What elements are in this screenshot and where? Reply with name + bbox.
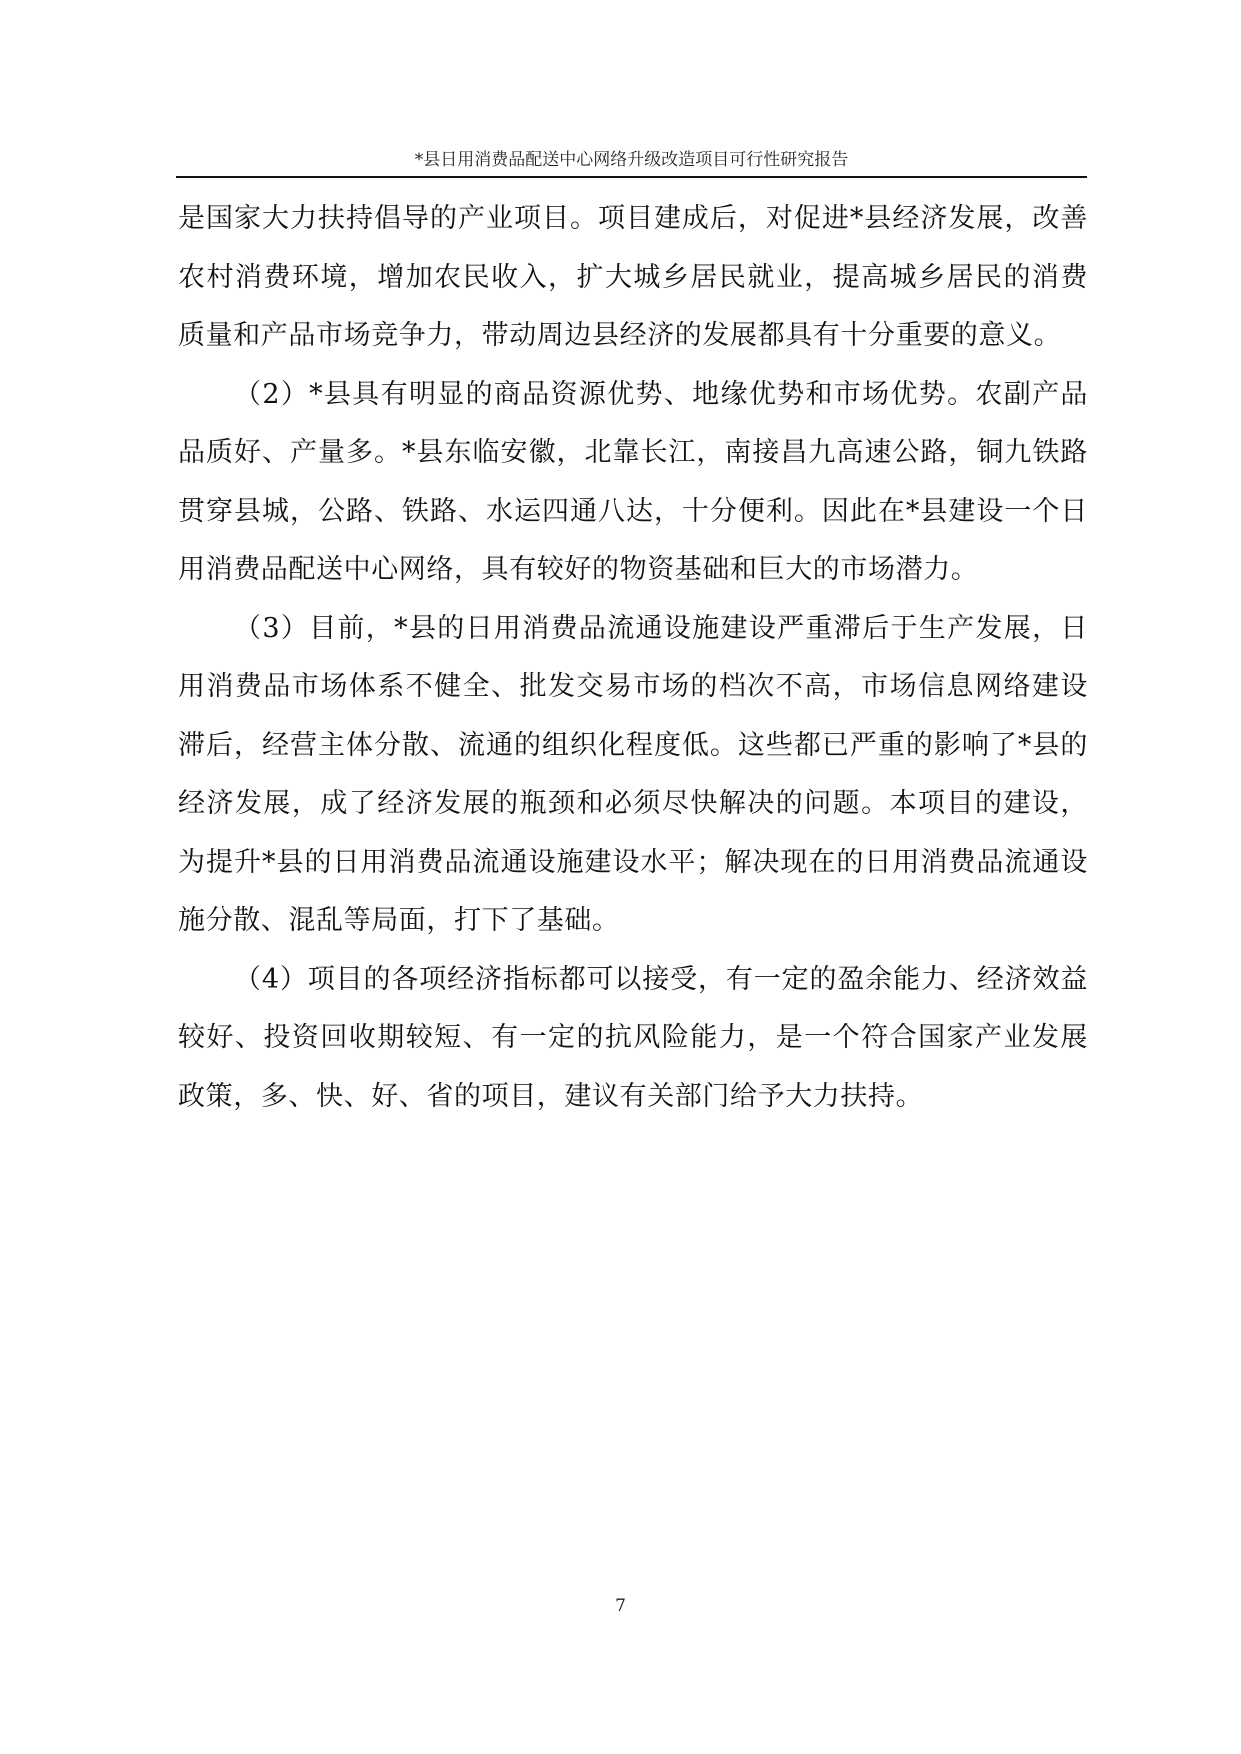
document-body bbox=[178, 190, 1088, 1126]
page-number: 7 bbox=[615, 1596, 626, 1616]
paragraph-point-2: （2）*县具有明显的商品资源优势、地缘优势和市场优势。农副产品品质好、产量多。*县东临安徽，北靠长江，南接昌九高速公路，铜九铁路贯穿县城，公路、铁路、水运四通八达，十分便利。因此在*县建设一个日用消费品配送中心网络，具有较好的物资基础和巨大的市场潜力。 bbox=[178, 378, 1088, 585]
paragraph-point-3: （3）目前，*县的日用消费品流通设施建设严重滞后于生产发展，日用消费品市场体系不健全、批发交易市场的档次不高，市场信息网络建设滞后，经营主体分散、流通的组织化程度低。这些都已严重的影响了*县的经济发展，成了经济发展的瓶颈和必须尽快解决的问题。本项目的建设，为提升*县的日用消费品流通设施建设水平；解决现在的日用消费品流通设施分散、混乱等局面，打下了基础。 bbox=[178, 612, 1088, 936]
paragraph-continuation: 是国家大力扶持倡导的产业项目。项目建成后，对促进*县经济发展，改善农村消费环境，增加农民收入，扩大城乡居民就业，提高城乡居民的消费质量和产品市场竞争力，带动周边县经济的发展都具有十分重要的意义。 bbox=[178, 203, 1088, 351]
header-divider bbox=[176, 176, 1087, 178]
page-header-title: *县日用消费品配送中心网络升级改造项目可行性研究报告 bbox=[414, 150, 849, 170]
paragraph-point-4: （4）项目的各项经济指标都可以接受，有一定的盈余能力、经济效益较好、投资回收期较短、有一定的抗风险能力，是一个符合国家产业发展政策，多、快、好、省的项目，建议有关部门给予大力扶持。 bbox=[178, 963, 1088, 1112]
